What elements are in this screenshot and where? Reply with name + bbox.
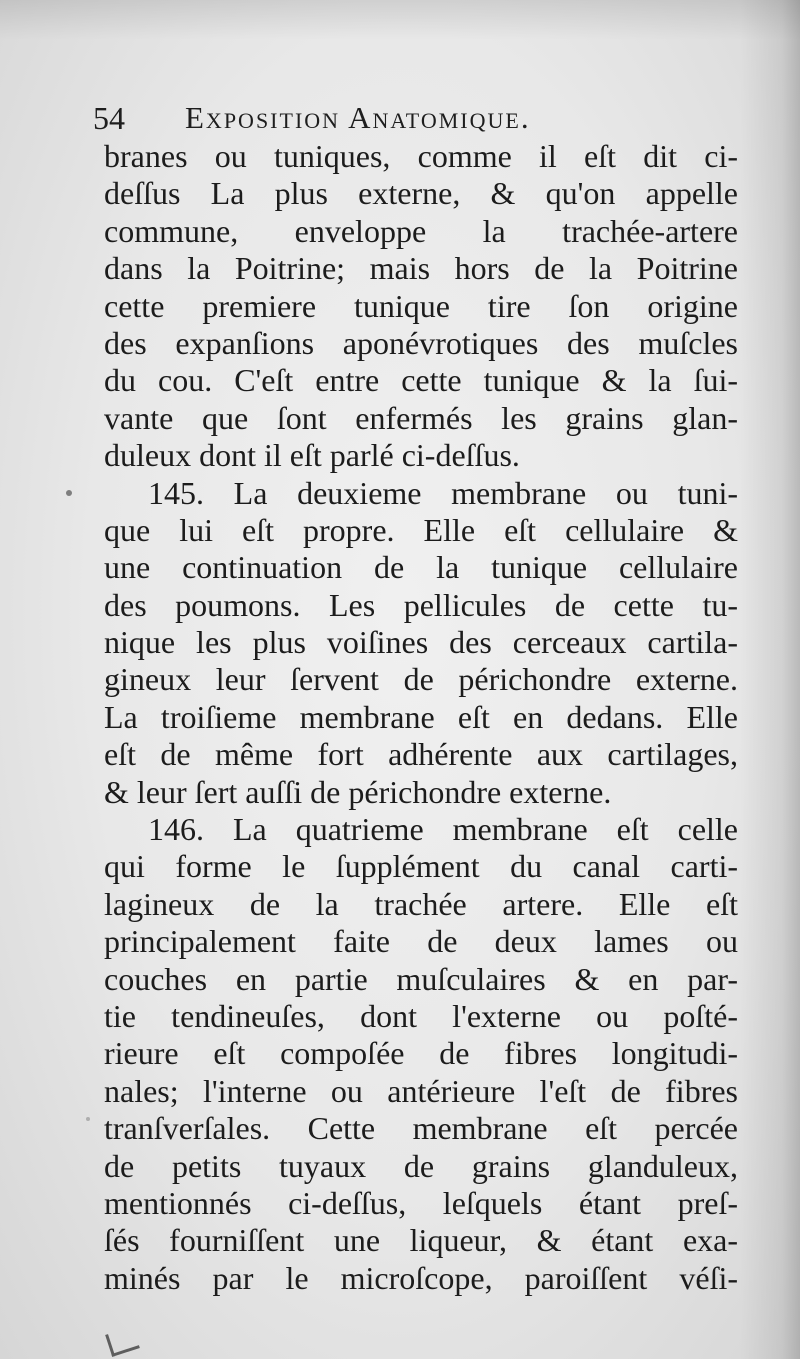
text-line: qui forme le ſupplément du canal carti- [104,848,738,885]
page-number: 54 [93,100,125,136]
text-line: une continuation de la tunique cellulaire [104,549,738,586]
text-line: La troiſieme membrane eſt en dedans. Elle [104,698,738,735]
text-line: des expanſions aponévrotiques des muſcles [104,324,738,361]
text-line: duleux dont il eſt parlé ci-deſſus. [104,437,520,474]
page-header [93,96,653,140]
text-line: tranſverſales. Cette membrane eſt percée [104,1110,738,1147]
text-line: des poumons. Les pellicules de cette tu- [104,586,738,623]
text-line: de petits tuyaux de grains glanduleux, [104,1147,738,1184]
text-line: dans la Poitrine; mais hors de la Poitrine [104,250,738,287]
text-line: principalement faite de deux lames ou [104,923,738,960]
ink-speck [86,1117,90,1121]
text-line: mentionnés ci-deſſus, leſquels étant preſ- [104,1184,738,1221]
text-line: branes ou tuniques, comme il eſt dit ci- [104,138,738,174]
text-line: que lui eſt propre. Elle eſt cellulaire & [104,511,738,548]
text-line: couches en partie muſculaires & en par- [104,960,738,997]
text-line: ſés fourniſſent une liqueur, & étant exa- [104,1222,738,1259]
paragraph-146-start: 146. La quatrieme membrane eſt celle [148,811,738,848]
text-line: du cou. C'eſt entre cette tunique & la ſui- [104,362,738,399]
body-text [104,138,738,1297]
text-line: & leur ſert auſſi de périchondre externe. [104,773,612,810]
text-line: tie tendineuſes, dont l'externe ou poſté- [104,997,738,1034]
text-line: rieure eſt compoſée de fibres longitudi- [104,1035,738,1072]
text-line: commune, enveloppe la trachée-artere [104,212,738,249]
text-line: minés par le microſcope, paroiſſent véſi- [104,1259,738,1296]
text-line: vante que ſont enfermés les grains glan- [104,399,738,436]
text-line: gineux leur ſervent de périchondre externe. [104,661,738,698]
ink-speck [66,490,72,496]
running-head: Exposition Anatomique. [185,100,531,135]
paragraph-145-start: 145. La deuxieme membrane ou tuni- [148,474,738,511]
text-line: cette premiere tunique tire ſon origine [104,287,738,324]
text-line: deſſus La plus externe, & qu'on appelle [104,175,738,212]
text-line: nique les plus voiſines des cerceaux cartila- [104,624,738,661]
corner-mark [105,1326,140,1357]
text-line: nales; l'interne ou antérieure l'eſt de fibres [104,1072,738,1109]
text-line: eſt de même fort adhérente aux cartilages, [104,736,738,773]
text-line: lagineux de la trachée artere. Elle eſt [104,885,738,922]
